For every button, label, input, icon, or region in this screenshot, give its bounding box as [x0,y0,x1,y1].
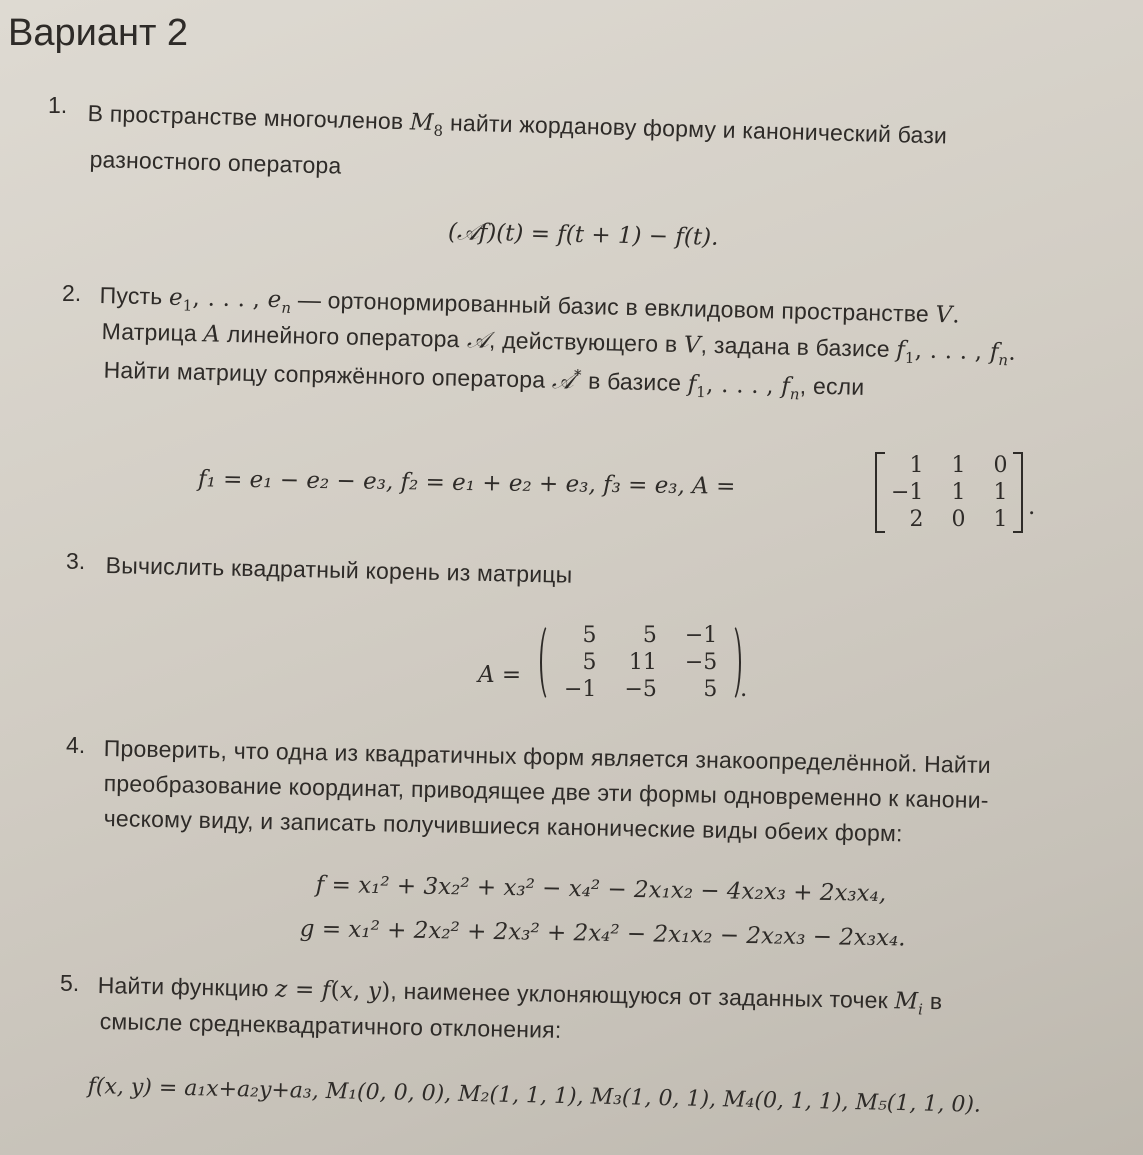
problem-text: Вычислить квадратный корень из матрицы [105,552,573,588]
page-title: Вариант 2 [8,12,189,54]
problem-number: 2. [62,280,82,306]
formula-f: f = x₁² + 3x₂² + x₃² − x₄² − 2x₁x₂ − 4x₂x₃ + 2x₃x₄, [315,872,887,907]
matrix-a: 1 1 0 −1 1 1 2 0 1 [875,452,1023,533]
formula: (𝒜f)(t) = f(t + 1) − f(t). [447,219,719,251]
problem-text: Проверить, что одна из квадратичных форм является знакоопределённой. Найти [103,735,992,779]
problem-number: 1. [48,92,68,118]
problem-text: ческому виду, и записать получившиеся канонические виды обеих форм: [103,805,903,847]
formula: f(x, y) = a₁x+a₂y+a₃, M₁(0, 0, 0), M₂(1, 1, 1), M₃(1, 0, 1), M₄(0, 1, 1), M₅(1, 1, 0). [87,1074,982,1118]
formula: A = [478,662,522,688]
matrix-a: 5 5 −1 5 11 −5 −1 −5 5 [540,622,741,703]
problem-number: 3. [66,548,86,574]
problem-text: преобразование координат, приводящее две эти формы одновременно к канони- [103,770,989,813]
formula-g: g = x₁² + 2x₂² + 2x₃² + 2x₄² − 2x₁x₂ − 2x₂x₃ − 2x₃x₄. [299,916,906,952]
problem-text: В пространстве многочленов [87,100,404,135]
problem-text: смысле среднеквадратичного отклонения: [99,1008,562,1043]
problem-text: разностного оператора [89,146,342,179]
problem-number: 5. [60,970,80,996]
problem-number: 4. [66,732,86,758]
formula: f₁ = e₁ − e₂ − e₃, f₂ = e₁ + e₂ + e₃, f₃ = e₃, A = [197,466,736,500]
problem-text: найти жорданову форму и канонический бази [449,109,948,149]
space-symbol: M [409,109,435,137]
